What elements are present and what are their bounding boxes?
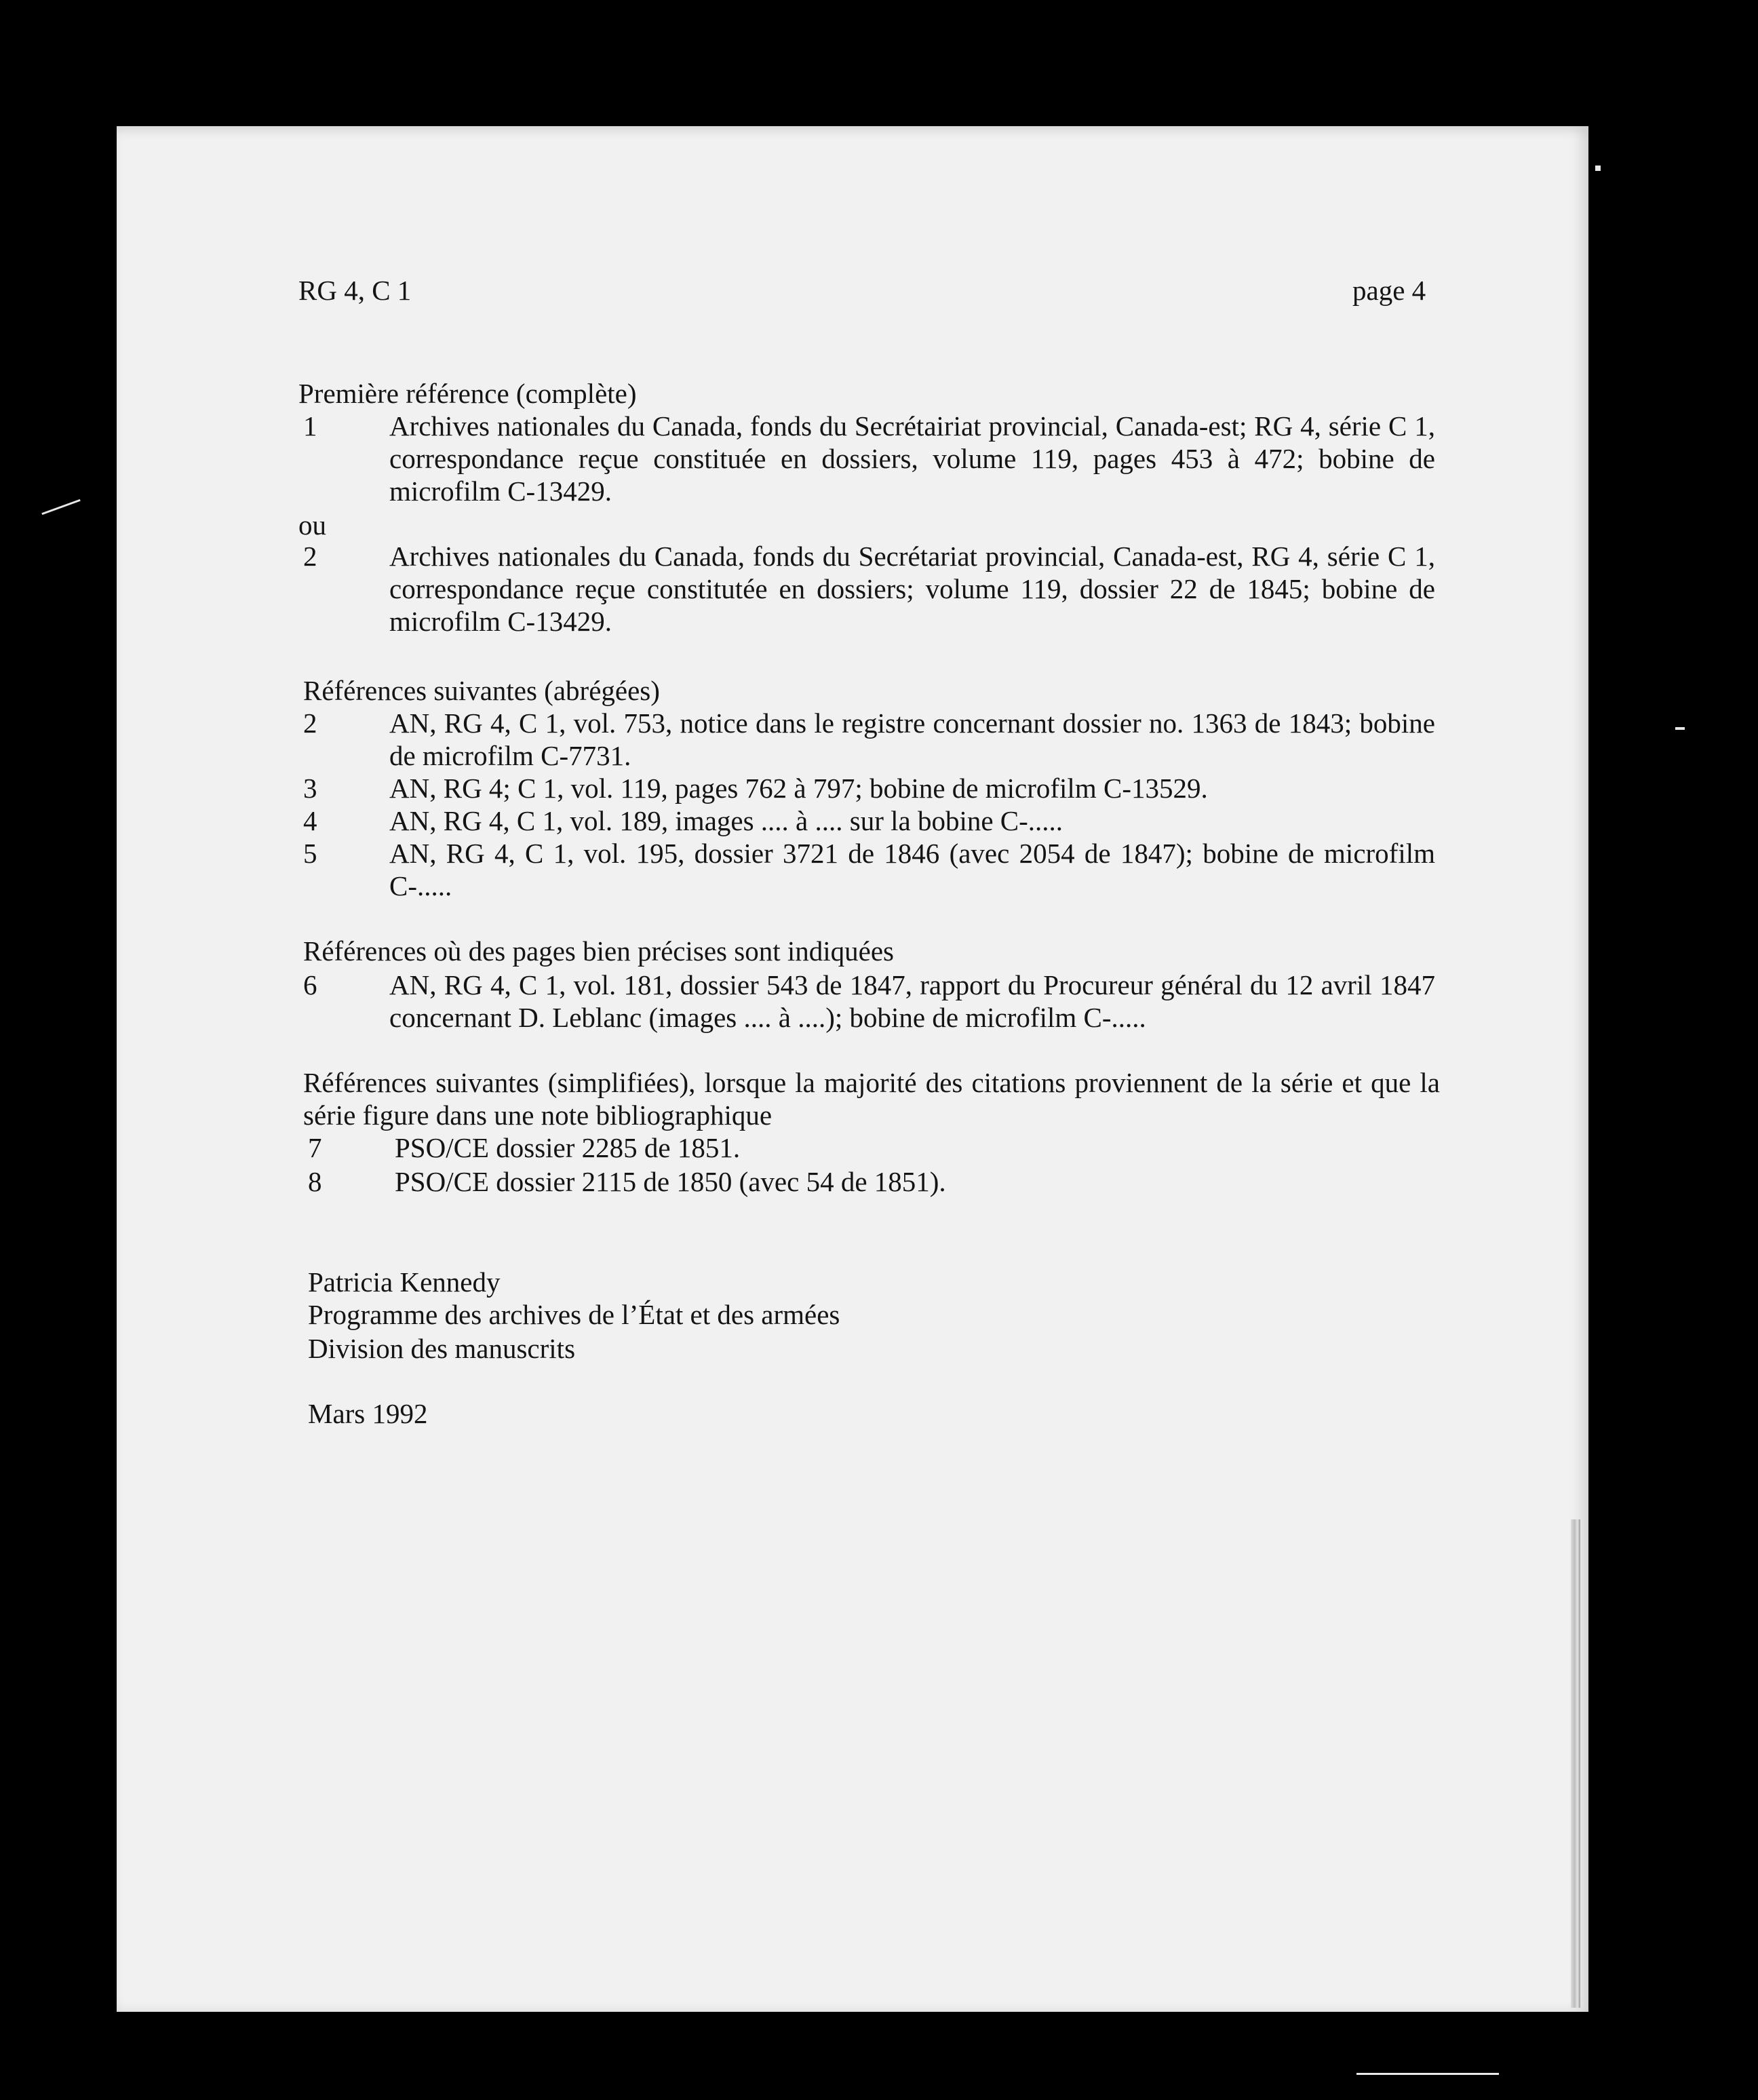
section-heading-pages-precises: Références où des pages bien précises sont indiquées xyxy=(303,935,894,967)
reference-text: Archives nationales du Canada, fonds du Secrétairiat provincial, Canada-est; RG 4, série C 1, correspondance reçue constituée en dossiers, volume 119, pages 453 à 472; bobine de microfilm C-13429. xyxy=(389,410,1435,507)
author-name: Patricia Kennedy xyxy=(308,1266,501,1298)
author-division: Division des manuscrits xyxy=(308,1333,576,1364)
reference-text: AN, RG 4; C 1, vol. 119, pages 762 à 797; bobine de microfilm C-13529. xyxy=(389,773,1208,804)
item-number: 5 xyxy=(303,838,317,869)
item-number: 2 xyxy=(303,541,317,572)
page-edge-shadow xyxy=(1571,1519,1580,2008)
reference-text: AN, RG 4, C 1, vol. 753, notice dans le registre concernant dossier no. 1363 de 1843; bobine de microfilm C-7731. xyxy=(389,707,1435,771)
reference-text: PSO/CE dossier 2285 de 1851. xyxy=(395,1132,741,1163)
reference-text: Archives nationales du Canada, fonds du Secrétariat provincial, Canada-est, RG 4, série C 1, correspondance reçue constitutée en dossiers; volume 119, dossier 22 de 1845; bobine de microfilm C-13429. xyxy=(389,541,1435,637)
scan-artifact xyxy=(41,499,80,515)
or-separator: ou xyxy=(298,509,326,541)
reference-text: AN, RG 4, C 1, vol. 189, images .... à .... sur la bobine C-..... xyxy=(389,805,1063,836)
item-number: 7 xyxy=(308,1132,322,1163)
reference-text: PSO/CE dossier 2115 de 1850 (avec 54 de 1851). xyxy=(395,1166,946,1197)
reference-text: AN, RG 4, C 1, vol. 181, dossier 543 de 1847, rapport du Procureur général du 12 avril 1847 concernant D. Leblanc (images .... à ....); bobine de microfilm C-..... xyxy=(389,969,1435,1033)
item-number: 4 xyxy=(303,805,317,836)
item-number: 8 xyxy=(308,1166,322,1197)
item-number: 1 xyxy=(303,410,317,442)
item-number: 3 xyxy=(303,773,317,804)
item-number: 6 xyxy=(303,969,317,1000)
scan-artifact xyxy=(1675,727,1685,730)
author-program: Programme des archives de l’État et des armées xyxy=(308,1299,840,1330)
scan-artifact xyxy=(1356,2073,1499,2075)
section-heading-premiere-reference: Première référence (complète) xyxy=(298,378,637,409)
page-number: page 4 xyxy=(1352,275,1426,306)
section-heading-references-abregees: Références suivantes (abrégées) xyxy=(303,675,660,706)
header-reference: RG 4, C 1 xyxy=(298,275,412,306)
scan-artifact xyxy=(1595,166,1601,171)
item-number: 2 xyxy=(303,707,317,739)
reference-text: AN, RG 4, C 1, vol. 195, dossier 3721 de 1846 (avec 2054 de 1847); bobine de microfilm C-..... xyxy=(389,838,1435,901)
section-heading-references-simplifiees: Références suivantes (simplifiées), lorsque la majorité des citations proviennent de la série et que la série figure dans une note bibliographique xyxy=(303,1067,1440,1131)
document-date: Mars 1992 xyxy=(308,1398,428,1429)
